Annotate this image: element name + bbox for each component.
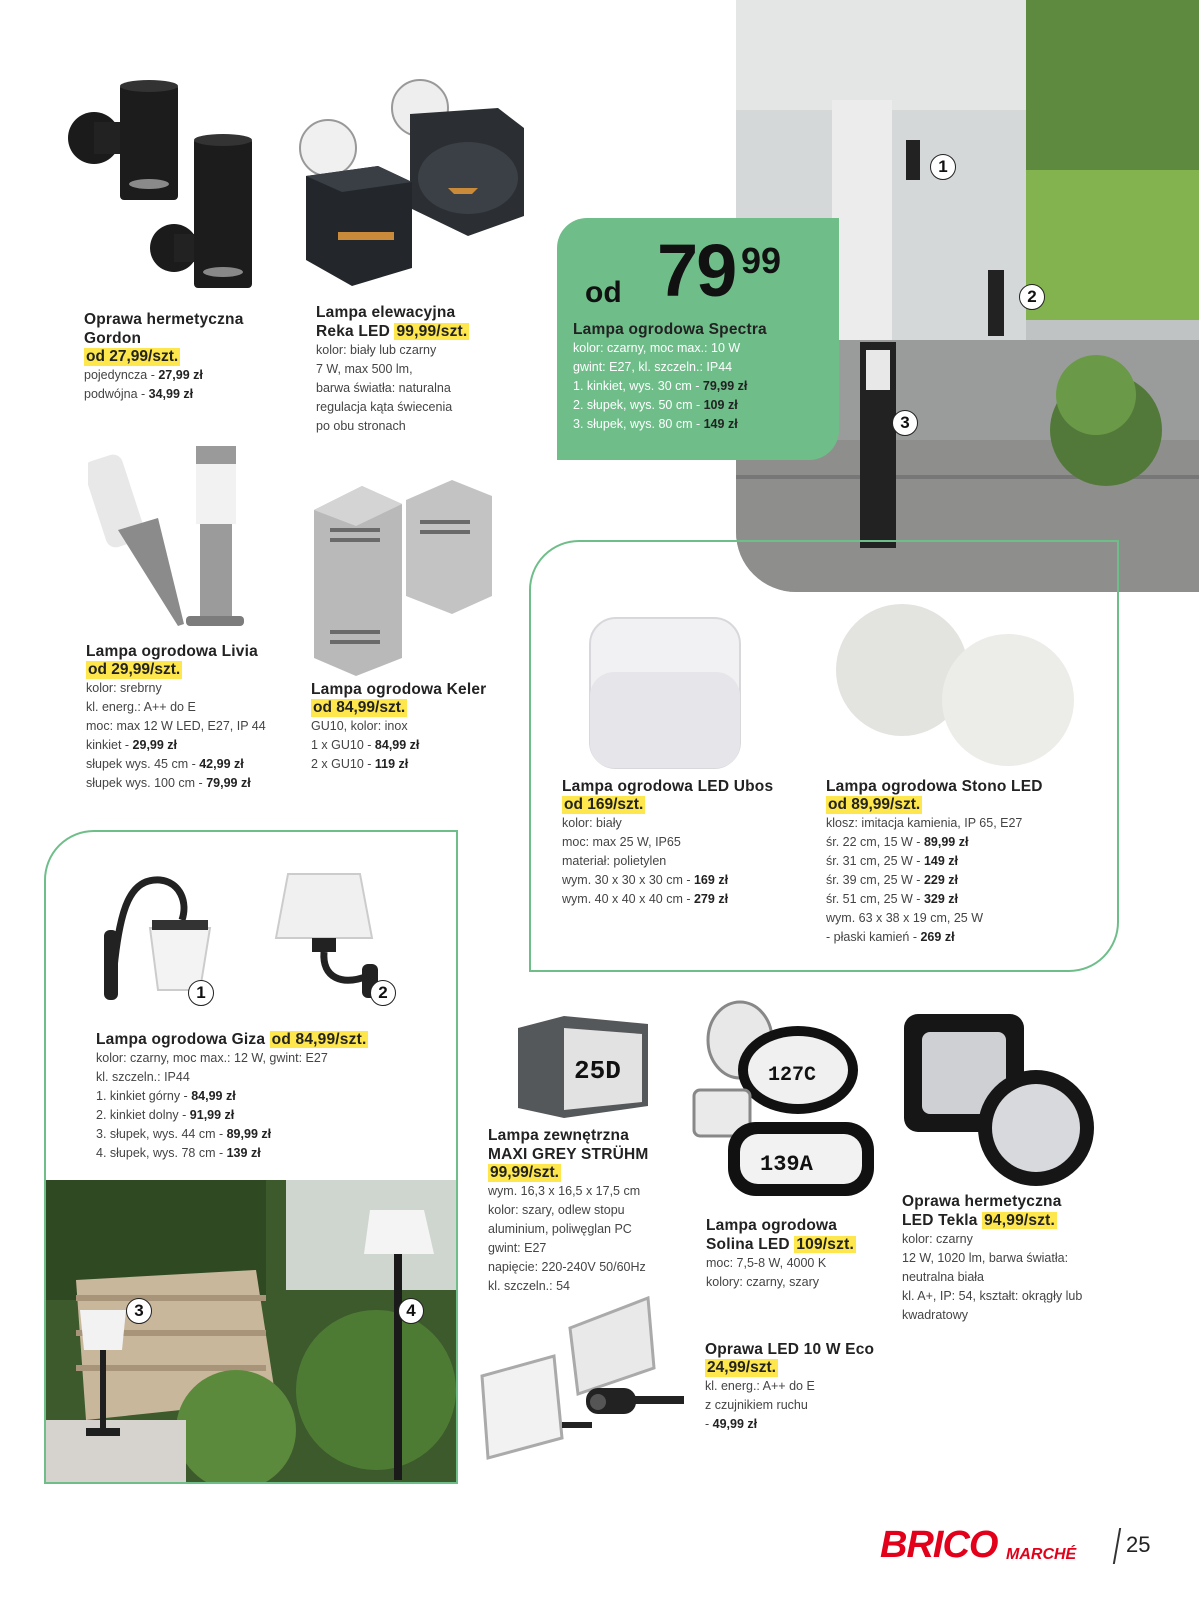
product-name: Oprawa LED 10 W Eco [705, 1341, 875, 1358]
price-line: - płaski kamień - 269 zł [826, 930, 955, 944]
product-name: Lampa ogrodowa Livia [86, 643, 258, 660]
price-line: 2. słupek, wys. 50 cm - 109 zł [573, 398, 738, 412]
product-name: Oprawa hermetyczna [902, 1193, 1062, 1210]
giza-garden-photo [46, 1180, 456, 1482]
product-name: Lampa elewacyjna [316, 304, 456, 321]
solina-sign1-text: 127C [768, 1064, 817, 1087]
price-line: 3. słupek, wys. 44 cm - 89,99 zł [96, 1127, 272, 1141]
detail-line: klosz: imitacja kamienia, IP 65, E27 [826, 816, 1023, 830]
detail-line: z czujnikiem ruchu [705, 1398, 808, 1412]
giza-product [96, 1030, 436, 1163]
reka-image [298, 78, 538, 288]
stono-product [826, 777, 1106, 947]
brand-subname: MARCHÉ [1006, 1546, 1077, 1563]
detail-line: kolor: szary, odlew stopu [488, 1203, 625, 1217]
price-line: śr. 31 cm, 25 W - 149 zł [826, 854, 958, 868]
spectra-box [557, 218, 839, 460]
price-line: - 49,99 zł [705, 1417, 758, 1431]
product-name-line2: MAXI GREY STRÜHM [488, 1146, 649, 1163]
product-price: od 27,99/szt. [86, 348, 179, 365]
keler-product [311, 680, 531, 774]
detail-line: neutralna biała [902, 1270, 985, 1284]
price-line: śr. 39 cm, 25 W - 229 zł [826, 873, 958, 887]
gordon-product [84, 310, 304, 404]
detail-line: 7 W, max 500 lm, [316, 362, 413, 376]
struhm-image [514, 1010, 654, 1120]
detail-line: moc: max 12 W LED, E27, IP 44 [86, 719, 266, 733]
price-line: 2. kinkiet dolny - 91,99 zł [96, 1108, 235, 1122]
price-line: słupek wys. 45 cm - 42,99 zł [86, 757, 244, 771]
product-price: 99,99/szt. [396, 323, 468, 340]
product-name-line2: Reka LED 99,99/szt. [316, 323, 468, 340]
livia-image [88, 440, 248, 640]
detail-line: kl. energ.: A++ do E [705, 1379, 815, 1393]
product-price: 109/szt. [796, 1236, 854, 1253]
giza-marker-1: 1 [188, 980, 214, 1006]
detail-line: kwadratowy [902, 1308, 968, 1322]
price-line: 1 x GU10 - 84,99 zł [311, 738, 420, 752]
marker-1: 1 [930, 154, 956, 180]
detail-line: moc: max 25 W, IP65 [562, 835, 681, 849]
product-name: Lampa ogrodowa [706, 1217, 838, 1234]
price-line: słupek wys. 100 cm - 79,99 zł [86, 776, 251, 790]
solina-sign2-text: 139A [760, 1152, 813, 1177]
product-price: 24,99/szt. [707, 1359, 776, 1376]
price-line: podwójna - 34,99 zł [84, 387, 194, 401]
price-line: 3. słupek, wys. 80 cm - 149 zł [573, 417, 738, 431]
brico-logo [880, 1524, 1090, 1574]
product-price: 94,99/szt. [984, 1212, 1056, 1229]
product-name: Lampa ogrodowa Spectra [573, 321, 767, 338]
marker-2: 2 [1019, 284, 1045, 310]
detail-line: po obu stronach [316, 419, 406, 433]
page-number: 25 [1126, 1532, 1151, 1557]
detail-line: kolor: srebrny [86, 681, 162, 695]
detail-line: gwint: E27 [488, 1241, 547, 1255]
detail-line: kolory: czarny, szary [706, 1275, 819, 1289]
page-divider [1113, 1528, 1121, 1564]
tekla-image [900, 1008, 1100, 1198]
product-price: od 84,99/szt. [271, 1031, 367, 1048]
detail-line: kl. szczeln.: 54 [488, 1279, 570, 1293]
product-price: 99,99/szt. [490, 1164, 559, 1181]
keler-image [312, 480, 512, 680]
product-name: Oprawa hermetyczna Gordon [84, 311, 244, 347]
price-line: kinkiet - 29,99 zł [86, 738, 178, 752]
detail-line: wym. 63 x 38 x 19 cm, 25 W [826, 911, 983, 925]
product-name: Lampa ogrodowa LED Ubos [562, 778, 774, 795]
spectra-price: od 79 99 [585, 229, 782, 312]
ubos-product [562, 777, 812, 909]
detail-line: kolor: czarny [902, 1232, 973, 1246]
product-name-line: Lampa ogrodowa Giza od 84,99/szt. [96, 1031, 367, 1048]
detail-line: barwa światła: naturalna [316, 381, 451, 395]
price-line: 1. kinkiet, wys. 30 cm - 79,99 zł [573, 379, 748, 393]
product-price: od 84,99/szt. [313, 699, 406, 716]
detail-line: kolor: biały lub czarny [316, 343, 437, 357]
detail-line: kl. szczeln.: IP44 [96, 1070, 190, 1084]
stono-image [836, 596, 1076, 776]
detail-line: napięcie: 220-240V 50/60Hz [488, 1260, 646, 1274]
detail-line: regulacja kąta świecenia [316, 400, 453, 414]
solina-image [688, 998, 878, 1208]
detail-line: GU10, kolor: inox [311, 719, 408, 733]
product-price: od 169/szt. [564, 796, 644, 813]
price-line: śr. 51 cm, 25 W - 329 zł [826, 892, 958, 906]
price-line: wym. 40 x 40 x 40 cm - 279 zł [562, 892, 729, 906]
detail-line: wym. 16,3 x 16,5 x 17,5 cm [488, 1184, 641, 1198]
eco-image [478, 1292, 698, 1462]
price-line: śr. 22 cm, 15 W - 89,99 zł [826, 835, 969, 849]
tekla-product [902, 1192, 1142, 1325]
product-name-line2: Solina LED 109/szt. [706, 1236, 854, 1253]
giza-marker-2: 2 [370, 980, 396, 1006]
detail-line: moc: 7,5-8 W, 4000 K [706, 1256, 827, 1270]
struhm-sign-text: 25D [574, 1056, 621, 1086]
brand-name: BRICO [880, 1524, 998, 1566]
detail-line: 12 W, 1020 lm, barwa światła: [902, 1251, 1069, 1265]
price-line: wym. 30 x 30 x 30 cm - 169 zł [562, 873, 729, 887]
detail-line: kolor: czarny, moc max.: 10 W [573, 341, 741, 355]
struhm-product [488, 1126, 698, 1296]
price-line: 1. kinkiet górny - 84,99 zł [96, 1089, 236, 1103]
price-line: pojedyncza - 27,99 zł [84, 368, 203, 382]
solina-product [706, 1216, 906, 1292]
product-price: od 29,99/szt. [88, 661, 181, 678]
detail-line: kl. energ.: A++ do E [86, 700, 196, 714]
product-name: Lampa zewnętrzna [488, 1127, 630, 1144]
giza-marker-4: 4 [398, 1298, 424, 1324]
detail-line: aluminium, poliwęglan PC [488, 1222, 632, 1236]
price-line: 4. słupek, wys. 78 cm - 139 zł [96, 1146, 261, 1160]
detail-line: gwint: E27, kl. szczeln.: IP44 [573, 360, 733, 374]
product-name-line2: LED Tekla 94,99/szt. [902, 1212, 1056, 1229]
detail-line: kolor: biały [562, 816, 622, 830]
product-name: Lampa ogrodowa Keler [311, 681, 487, 698]
livia-product [86, 642, 316, 793]
detail-line: kolor: czarny, moc max.: 12 W, gwint: E27 [96, 1051, 328, 1065]
ubos-image [584, 612, 754, 772]
eco-product [705, 1340, 905, 1434]
detail-line: kl. A+, IP: 54, kształt: okrągły lub [902, 1289, 1083, 1303]
reka-product [316, 303, 536, 436]
gordon-image [62, 78, 272, 298]
price-line: 2 x GU10 - 119 zł [311, 757, 409, 771]
detail-line: materiał: polietylen [562, 854, 667, 868]
marker-3: 3 [892, 410, 918, 436]
product-name: Lampa ogrodowa Stono LED [826, 778, 1043, 795]
giza-marker-3: 3 [126, 1298, 152, 1324]
product-price: od 89,99/szt. [828, 796, 921, 813]
